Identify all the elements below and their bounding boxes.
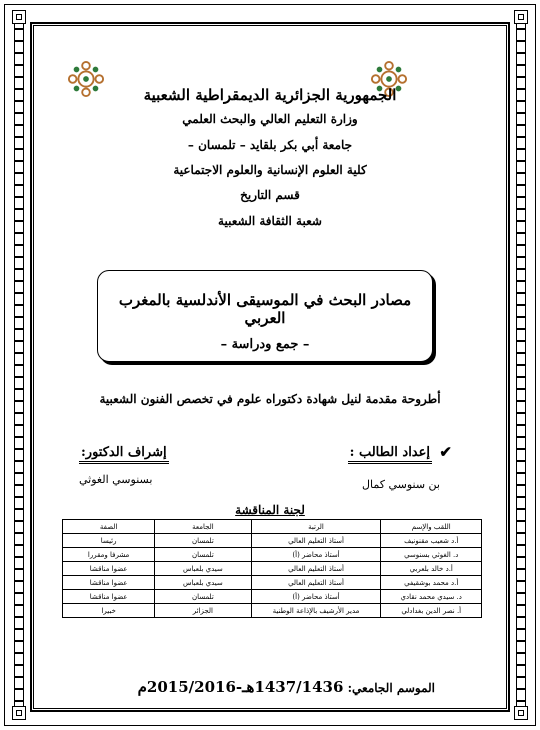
student-name: بن سنوسي كمال [362, 478, 440, 491]
university-line: جامعة أبي بكر بلقايد – تلمسان – [187, 138, 353, 152]
member-university: سيدي بلعباس [155, 576, 251, 590]
corner-ornament [12, 706, 26, 720]
table-row [63, 562, 482, 576]
member-rank: أستاذ التعليم العالي [251, 562, 381, 576]
table-row [63, 604, 482, 618]
member-role: عضوا مناقشا [63, 590, 155, 604]
member-name: د. الغوثي بسنوسي [381, 548, 482, 562]
member-university: تلمسان [155, 534, 251, 548]
member-rank: أستاذ التعليم العالي [251, 534, 381, 548]
title-box [97, 270, 433, 362]
check-icon: ✔ [439, 443, 452, 461]
member-university: سيدي بلعباس [155, 562, 251, 576]
column-header: الجامعة [155, 520, 251, 534]
faculty-line: كلية العلوم الإنسانية والعلوم الاجتماعية [173, 163, 367, 177]
member-role: رئيسا [63, 534, 155, 548]
ministry-line: وزارة التعليم العالي والبحث العلمي [182, 112, 358, 126]
corner-ornament [12, 10, 26, 24]
republic-heading: الجمهورية الجزائرية الديمقراطية الشعبية [143, 86, 397, 104]
supervisor-label: إشراف الدكتور: [79, 445, 169, 464]
thesis-title: مصادر البحث في الموسيقى الأندلسية بالمغرب العربي [118, 291, 412, 327]
member-role: مشرفا ومقررا [63, 548, 155, 562]
academic-year-label: الموسم الجامعي: [347, 681, 435, 695]
member-role: خبيرا [63, 604, 155, 618]
column-header: الرتبة [251, 520, 381, 534]
member-university: تلمسان [155, 590, 251, 604]
committee-table [62, 519, 482, 618]
member-rank: أستاذ محاضر (أ) [251, 590, 381, 604]
member-university: تلمسان [155, 548, 251, 562]
member-role: عضوا مناقشا [63, 562, 155, 576]
corner-ornament [514, 10, 528, 24]
member-name: أ.د شعيب مقنونيف [381, 534, 482, 548]
table-row [63, 534, 482, 548]
column-header: الصفة [63, 520, 155, 534]
member-name: أ.د محمد بوشقيفي [381, 576, 482, 590]
member-role: عضوا مناقشا [63, 576, 155, 590]
member-name: أ. نصر الدين بغدادلي [381, 604, 482, 618]
table-header-row [63, 520, 482, 534]
supervisor-name: بسنوسي الغوثي [79, 473, 153, 486]
table-row [63, 590, 482, 604]
column-header: اللقب والإسم [381, 520, 482, 534]
member-name: د. سيدي محمد نقادي [381, 590, 482, 604]
academic-year-value: 1437/1436هـ-2015/2016م [137, 678, 344, 696]
member-rank: أستاذ محاضر (أ) [251, 548, 381, 562]
corner-ornament [514, 706, 528, 720]
branch-line: شعبة الثقافة الشعبية [218, 214, 322, 228]
thesis-statement: أطروحة مقدمة لنيل شهادة دكتوراه علوم في تخصص الفنون الشعبية [99, 392, 441, 406]
table-row [63, 548, 482, 562]
member-name: أ.د خالد بلعربي [381, 562, 482, 576]
department-line: قسم التاريخ [240, 188, 300, 202]
member-rank: أستاذ التعليم العالي [251, 576, 381, 590]
table-row [63, 576, 482, 590]
member-rank: مدير الأرشيف بالإذاعة الوطنية [251, 604, 381, 618]
thesis-subtitle: – جمع ودراسة – [220, 337, 310, 352]
committee-title: لجنة المناقشة [235, 503, 305, 517]
member-university: الجزائر [155, 604, 251, 618]
academic-year [90, 678, 435, 696]
student-label: إعداد الطالب : [348, 445, 432, 464]
